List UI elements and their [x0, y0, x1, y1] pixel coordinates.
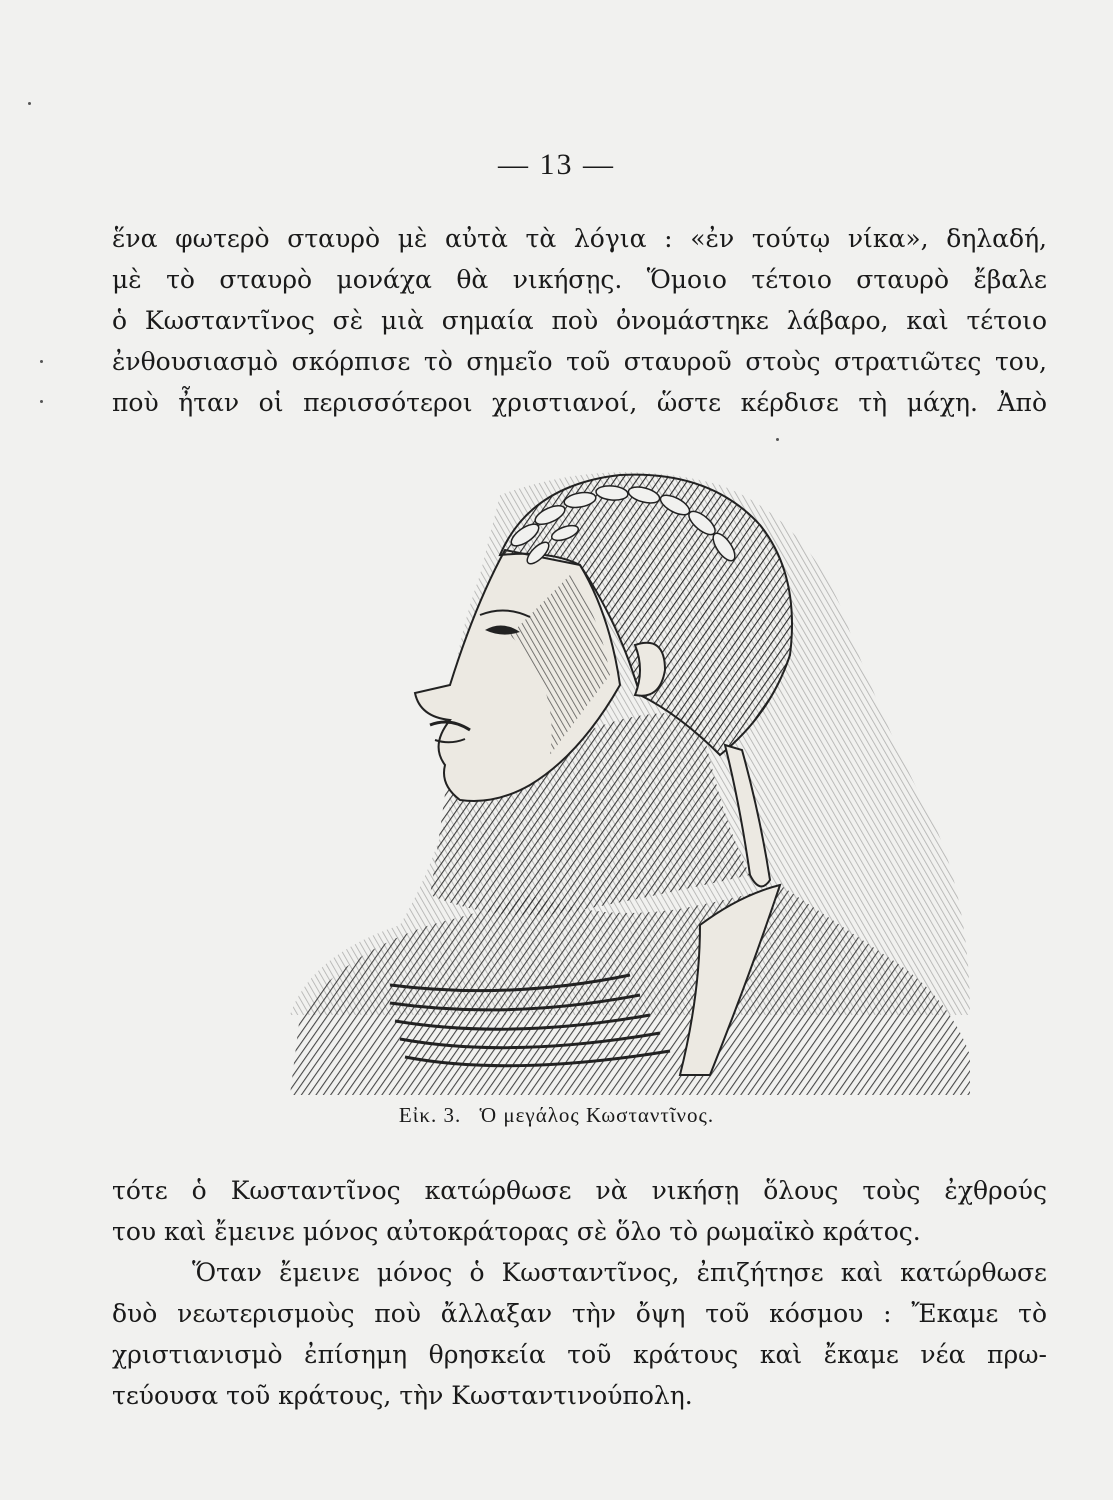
print-speck — [28, 102, 31, 105]
text-line: ἐνθουσιασμὸ σκόρπισε τὸ σημεῖο τοῦ σταυροῦ στοὺς στρατιῶτες του, — [112, 347, 1047, 376]
paragraph-bottom — [112, 1170, 1047, 1416]
paragraph-top — [112, 218, 1047, 423]
text-line: ἕνα φωτερὸ σταυρὸ μὲ αὐτὰ τὰ λόγια : «ἐν τούτῳ νίκα», δηλαδή, — [112, 224, 1047, 253]
text-line: τεύουσα τοῦ κράτους, τὴν Κωσταντινούπολη. — [112, 1381, 693, 1410]
text-line: ποὺ ἦταν οἱ περισσότεροι χριστιανοί, ὥστε κέρδισε τὴ μάχη. Ἀπὸ — [112, 388, 1047, 417]
text-line: Ὅταν ἔμεινε μόνος ὁ Κωσταντῖνος, ἐπιζήτησε καὶ κατώρθωσε — [192, 1258, 1047, 1287]
text-line: ὁ Κωσταντῖνος σὲ μιὰ σημαία ποὺ ὀνομάστηκε λάβαρο, καὶ τέτοιο — [112, 306, 1047, 335]
text-line: τότε ὁ Κωσταντῖνος κατώρθωσε νὰ νικήσῃ ὅλους τοὺς ἐχθρούς — [112, 1176, 1047, 1205]
text-line: χριστιανισμὸ ἐπίσημη θρησκεία τοῦ κράτους καὶ ἔκαμε νέα πρω- — [112, 1340, 1047, 1369]
figure-caption-title: Ὁ μεγάλος Κωσταντῖνος. — [479, 1103, 715, 1127]
page-number: — 13 — — [498, 148, 615, 181]
text-line: μὲ τὸ σταυρὸ μονάχα θὰ νικήσῃς. Ὅμοιο τέτοιο σταυρὸ ἔβαλε — [112, 265, 1047, 294]
text-line: δυὸ νεωτερισμοὺς ποὺ ἄλλαξαν τὴν ὄψη τοῦ κόσμου : Ἔκαμε τὸ — [112, 1299, 1047, 1328]
text-line: του καὶ ἔμεινε μόνος αὐτοκράτορας σὲ ὅλο τὸ ρωμαϊκὸ κράτος. — [112, 1217, 921, 1246]
print-speck — [776, 438, 779, 441]
print-speck — [40, 360, 43, 363]
figure-caption — [0, 1103, 1113, 1128]
figure-caption-label: Εἰκ. 3. — [398, 1103, 462, 1127]
print-speck — [40, 400, 43, 403]
portrait-illustration — [280, 455, 980, 1095]
